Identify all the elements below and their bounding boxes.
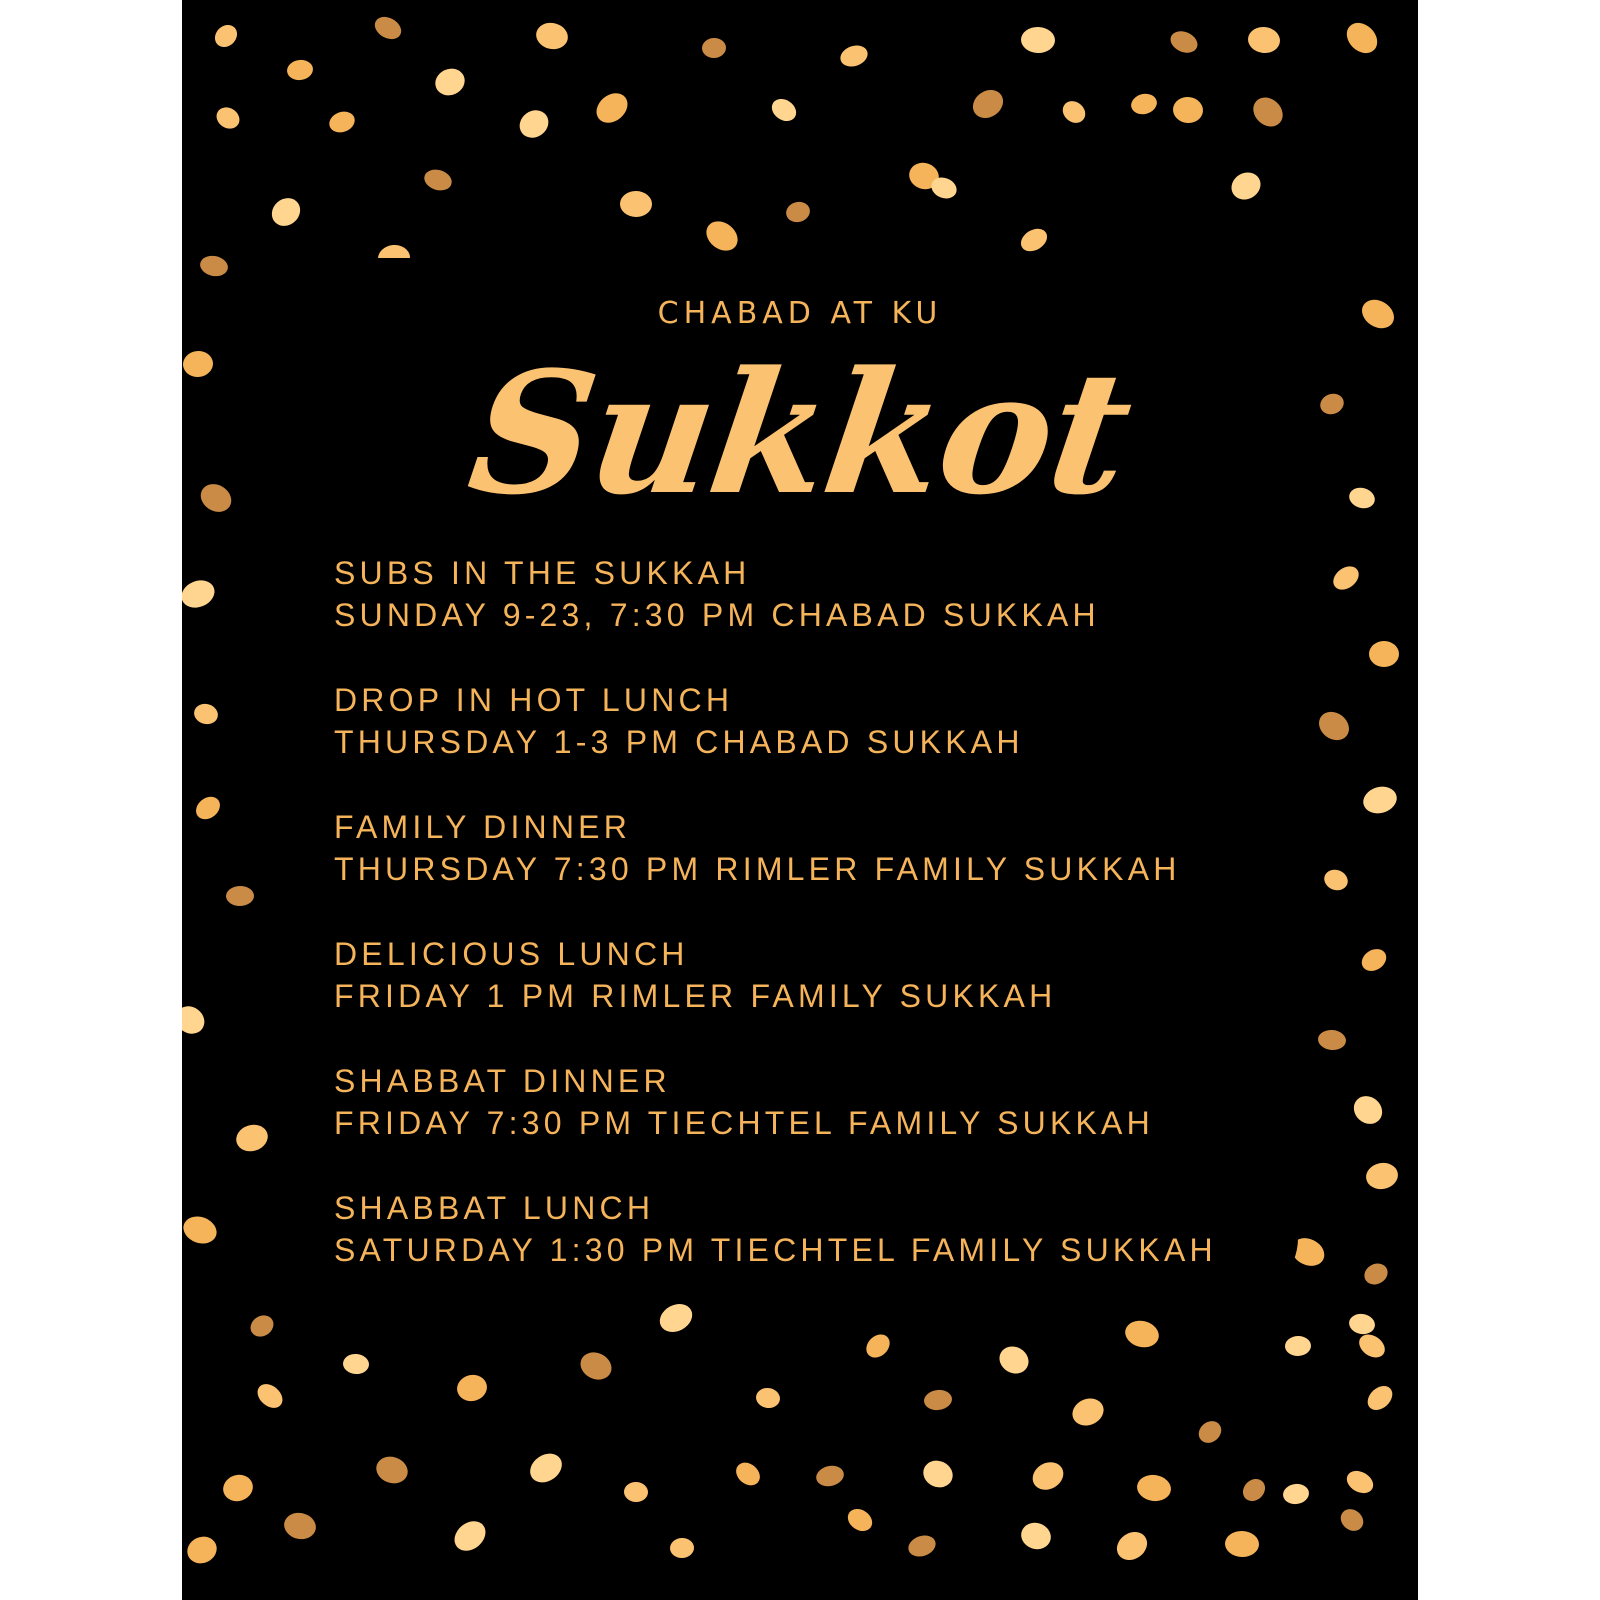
event-name: DELICIOUS LUNCH: [334, 936, 689, 972]
poster: [182, 0, 1418, 1600]
confetti-dot: [995, 1341, 1034, 1379]
confetti-dot: [1348, 1090, 1388, 1129]
event-item: [334, 1060, 1334, 1187]
organizer-name: CHABAD AT KU: [657, 296, 943, 331]
confetti-dot: [1172, 96, 1205, 125]
confetti-dot: [525, 1448, 568, 1489]
confetti-dot: [967, 84, 1008, 124]
confetti-dot: [755, 1386, 782, 1410]
event-item: [334, 679, 1334, 806]
confetti-dot: [371, 12, 405, 43]
confetti-dot: [1247, 92, 1288, 133]
confetti-dot: [701, 215, 744, 256]
confetti-dot: [514, 105, 554, 144]
event-name: FAMILY DINNER: [334, 809, 632, 845]
confetti-dot: [182, 1001, 210, 1040]
event-detail: FRIDAY 1 PM RIMLER FAMILY SUKKAH: [334, 978, 1057, 1014]
event-item: [334, 552, 1334, 679]
confetti-dot: [281, 1510, 318, 1543]
event-detail: SUNDAY 9-23, 7:30 PM CHABAD SUKKAH: [334, 597, 1100, 633]
confetti-dot: [1343, 1466, 1377, 1497]
confetti-dot: [266, 192, 306, 231]
confetti-dot: [838, 42, 871, 70]
confetti-dot: [906, 1532, 939, 1560]
confetti-dot: [768, 94, 801, 125]
confetti-dot: [1282, 1482, 1311, 1505]
confetti-dot: [1167, 27, 1201, 56]
confetti-dot: [1355, 1330, 1389, 1362]
confetti-dot: [1135, 1473, 1172, 1503]
confetti-dot: [455, 1372, 490, 1404]
confetti-dot: [422, 166, 455, 193]
confetti-dot: [1347, 1312, 1376, 1336]
confetti-dot: [1021, 26, 1056, 53]
confetti-dot: [1336, 1505, 1367, 1536]
event-item: [334, 933, 1334, 1060]
confetti-dot: [1122, 1317, 1161, 1350]
confetti-dot: [192, 792, 225, 824]
confetti-dot: [1068, 1394, 1108, 1430]
confetti-dot: [1360, 783, 1400, 817]
confetti-dot: [1247, 25, 1282, 55]
confetti-dot: [923, 1388, 953, 1411]
confetti-dot: [1341, 17, 1384, 59]
confetti-dot: [862, 1330, 895, 1362]
confetti-dot: [1361, 1260, 1391, 1289]
event-name: SHABBAT LUNCH: [334, 1190, 655, 1226]
confetti-dot: [701, 37, 726, 58]
confetti-dot: [373, 1452, 412, 1487]
confetti-dot: [620, 191, 652, 218]
confetti-dot: [1129, 91, 1159, 117]
confetti-dot: [533, 20, 570, 53]
confetti-dot: [286, 58, 315, 81]
confetti-dot: [233, 1121, 271, 1155]
confetti-dot: [1194, 1417, 1225, 1448]
confetti-dot: [220, 1471, 257, 1505]
event-detail: FRIDAY 7:30 PM TIECHTEL FAMILY SUKKAH: [334, 1105, 1154, 1141]
confetti-dot: [844, 1504, 877, 1535]
confetti-dot: [623, 1481, 648, 1502]
confetti-dot: [182, 576, 219, 613]
confetti-dot: [253, 1379, 287, 1412]
event-detail: THURSDAY 1-3 PM CHABAD SUKKAH: [334, 724, 1024, 760]
confetti-dot: [784, 199, 812, 225]
event-detail: SATURDAY 1:30 PM TIECHTEL FAMILY SUKKAH: [334, 1232, 1217, 1268]
event-name: DROP IN HOT LUNCH: [334, 682, 734, 718]
confetti-dot: [183, 1532, 221, 1568]
confetti-dot: [1285, 1336, 1312, 1357]
confetti-dot: [669, 1537, 694, 1558]
confetti-dot: [449, 1515, 492, 1557]
confetti-dot: [1028, 1457, 1069, 1495]
event-item: [334, 1187, 1334, 1314]
confetti-dot: [198, 254, 229, 279]
event-name: SHABBAT DINNER: [334, 1063, 671, 1099]
confetti-dot: [1111, 1526, 1152, 1566]
poster-title: Sukkot: [459, 334, 1141, 532]
confetti-dot: [576, 1347, 616, 1384]
confetti-dot: [192, 701, 220, 727]
confetti-dot: [732, 1458, 765, 1490]
confetti-dot: [182, 1212, 220, 1248]
confetti-dot: [1225, 1530, 1260, 1557]
event-item: [334, 806, 1334, 933]
confetti-dot: [1358, 945, 1391, 976]
confetti-dot: [431, 64, 469, 100]
event-name: SUBS IN THE SUKKAH: [334, 555, 751, 591]
confetti-dot: [210, 20, 241, 51]
confetti-dot: [326, 108, 357, 136]
confetti-dot: [1369, 641, 1399, 667]
confetti-dot: [342, 1353, 369, 1375]
confetti-dot: [1017, 224, 1051, 256]
confetti-dot: [1364, 1160, 1400, 1192]
confetti-dot: [1363, 1381, 1397, 1415]
event-list: [334, 552, 1334, 1314]
confetti-dot: [1058, 97, 1089, 128]
confetti-dot: [1227, 167, 1266, 205]
confetti-dot: [919, 1456, 957, 1492]
confetti-dot: [246, 1311, 277, 1341]
confetti-dot: [591, 87, 634, 129]
confetti-dot: [1018, 1519, 1055, 1553]
confetti-dot: [212, 103, 243, 133]
confetti-dot: [1238, 1474, 1269, 1505]
confetti-dot: [226, 886, 254, 906]
confetti-dot: [814, 1463, 846, 1489]
event-detail: THURSDAY 7:30 PM RIMLER FAMILY SUKKAH: [334, 851, 1181, 887]
